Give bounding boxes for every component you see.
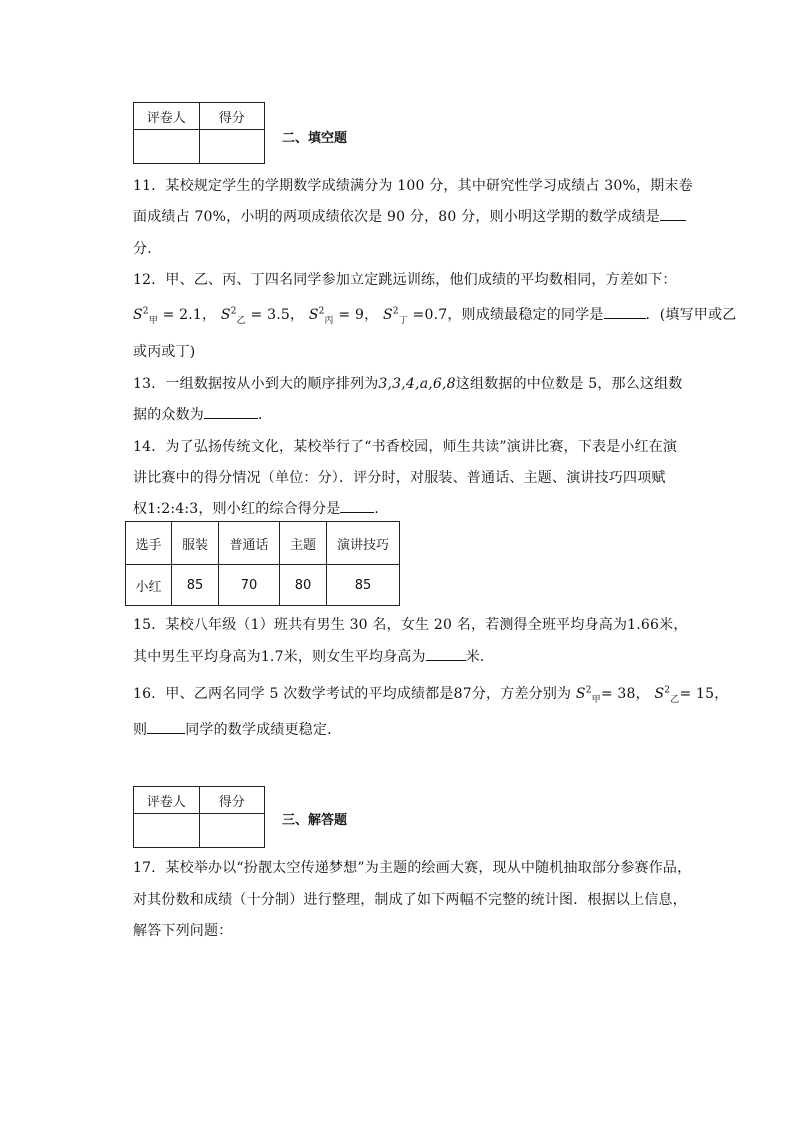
score-table xyxy=(125,521,400,606)
score-blank-cell[interactable] xyxy=(199,814,265,848)
variance-bing: = 9， xyxy=(338,307,379,323)
q11-text: 面成绩占 70%，小明的两项成绩依次是 90 分，80 分，则小明这学期的数学成绩是 xyxy=(133,209,660,225)
q15-height: 1.7 xyxy=(260,649,284,665)
section-title: 二、填空题 xyxy=(282,131,348,146)
answer-blank[interactable] xyxy=(604,306,646,319)
score-label: 得分 xyxy=(199,103,265,130)
variance-symbol: S xyxy=(220,307,231,323)
q11-line1: 11．某校规定学生的学期数学成绩满分为 100 分，其中研究性学习成绩占 30%，期末卷 xyxy=(133,178,693,194)
table-cell: 80 xyxy=(280,565,327,606)
variance-symbol: S xyxy=(382,307,393,323)
grader-blank-cell[interactable] xyxy=(134,814,200,848)
q15-line1: 15．某校八年级（1）班共有男生 30 名，女生 20 名，若测得全班平均身高为1.66米， xyxy=(133,617,688,633)
q17-line3: 解答下列问题： xyxy=(133,923,233,939)
q17-line1: 17．某校举办以“扮靓太空传递梦想”为主题的绘画大赛，现从中随机抽取部分参赛作品， xyxy=(133,860,692,876)
answer-blank[interactable] xyxy=(426,648,466,661)
q15-line2: 其中男生平均身高为1.7米，则女生平均身高为 米． xyxy=(133,649,495,665)
variance-jia: = 2.1， xyxy=(162,307,217,323)
q13-line2: 据的众数为 ． xyxy=(133,407,273,423)
table-header: 普通话 xyxy=(219,522,280,565)
table-header: 服装 xyxy=(172,522,219,565)
variance-symbol: S xyxy=(133,307,143,323)
q13-text: 这组数据的中位数是 5，那么这组数 xyxy=(455,376,683,392)
table-cell: 85 xyxy=(327,565,400,606)
q13-sequence: 3,3,4,a,6,8 xyxy=(378,376,456,392)
score-blank-cell[interactable] xyxy=(199,130,265,164)
q16-line1: 16．甲、乙两名同学 5 次数学考试的平均成绩都是87分，方差分别为 $S^2_甲= 38$， $S^2_乙= 15$， xyxy=(133,685,729,705)
grader-label: 评卷人 xyxy=(134,103,200,130)
table-cell: 70 xyxy=(219,565,280,606)
q13-line1 xyxy=(133,373,683,393)
table-cell: 85 xyxy=(172,565,219,606)
score-label: 得分 xyxy=(199,787,265,814)
q11-line2 xyxy=(133,206,686,226)
q16-line2: 则 同学的数学成绩更稳定． xyxy=(133,722,342,738)
grader-box-section2 xyxy=(133,102,265,164)
variance-jia: = 38， xyxy=(600,686,650,702)
table-header: 演讲技巧 xyxy=(327,522,400,565)
q17-line2: 对其份数和成绩（十分制）进行整理，制成了如下两幅不完整的统计图．根据以上信息， xyxy=(133,892,687,908)
variance-symbol: S xyxy=(308,307,319,323)
variance-symbol: S xyxy=(575,686,586,702)
table-header: 主题 xyxy=(280,522,327,565)
q12-tail: ．(填写甲或乙 xyxy=(645,307,737,323)
q14-line3: 权1:2:4:3，则小红的综合得分是 ． xyxy=(133,501,389,517)
variance-symbol: S xyxy=(654,686,665,702)
grader-blank-cell[interactable] xyxy=(134,130,200,164)
q12-line1: 12．甲、乙、丙、丁四名同学参加立定跳远训练，他们成绩的平均数相同，方差如下： xyxy=(133,272,677,288)
answer-blank[interactable] xyxy=(204,406,258,419)
variance-ding: =0.7，则成绩最稳定的同学是 xyxy=(412,307,604,323)
q13-text: 据的众数为 xyxy=(133,407,204,423)
q14-ratio: 1:2:4:3 xyxy=(147,501,199,517)
q14-line1: 14．为了弘扬传统文化，某校举行了“书香校园，师生共读”演讲比赛，下表是小红在演 xyxy=(133,439,678,455)
answer-blank[interactable] xyxy=(340,500,374,513)
q15-height: 1.66 xyxy=(627,617,660,633)
q12-line3: 或丙或丁) xyxy=(133,344,196,360)
q11-line3: 分． xyxy=(133,241,162,257)
q13-text: 13．一组数据按从小到大的顺序排列为 xyxy=(133,376,379,392)
answer-blank[interactable] xyxy=(147,721,185,734)
variance-yi: = 3.5， xyxy=(250,307,305,323)
q12-line2: $S^2_甲 = 2.1$， $S^2_乙 = 3.5$， $S^2_丙 = 9$， $S^2_丁 =0.7$，则成绩最稳定的同学是 ．(填写甲或乙 xyxy=(133,306,737,326)
table-cell: 小红 xyxy=(126,565,172,606)
grader-box-section3 xyxy=(133,786,265,848)
grader-label: 评卷人 xyxy=(134,787,200,814)
variance-yi: = 15， xyxy=(679,686,729,702)
section-title: 三、解答题 xyxy=(282,813,348,828)
answer-blank[interactable] xyxy=(660,208,686,221)
table-header: 选手 xyxy=(126,522,172,565)
q14-line2: 讲比赛中的得分情况（单位：分）．评分时，对服装、普通话、主题、演讲技巧四项赋 xyxy=(133,470,666,486)
q16-average: 87 xyxy=(453,686,472,702)
